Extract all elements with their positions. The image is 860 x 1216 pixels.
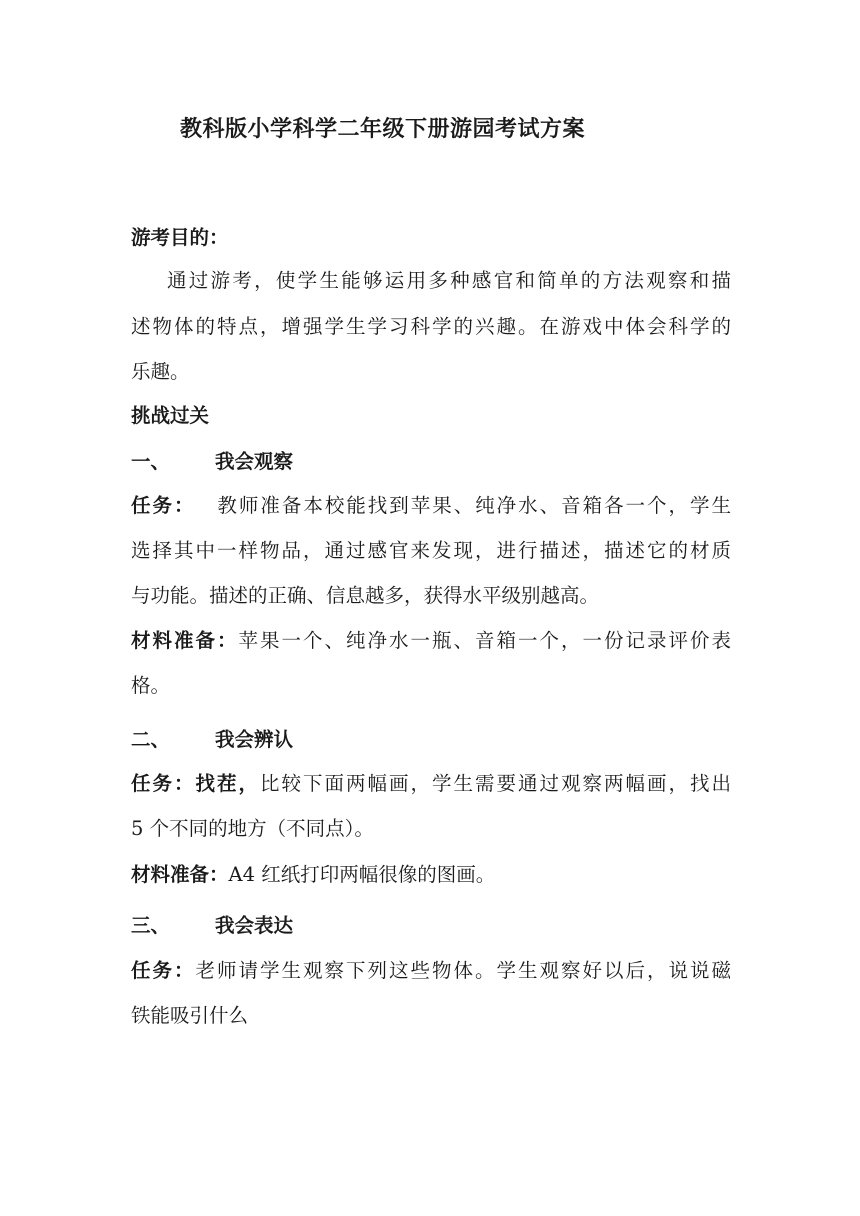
- task-label: 任务：: [131, 494, 196, 517]
- purpose-line: 乐趣。: [131, 360, 190, 383]
- material-line: [131, 625, 731, 653]
- document-title: 教科版小学科学二年级下册游园考试方案: [180, 117, 586, 142]
- material-line: [131, 859, 731, 887]
- task-keyword: 找茬，: [195, 772, 260, 795]
- task-line: [131, 490, 731, 518]
- material-line: 格。: [131, 674, 171, 697]
- task-label: 任务：: [131, 772, 196, 795]
- challenge-heading: 挑战过关: [131, 404, 210, 427]
- task-line: [131, 955, 731, 983]
- purpose-line: 述物体的特点，增强学生学习科学的兴趣。在游戏中体会科学的: [131, 315, 731, 338]
- material-label: 材料准备：: [131, 863, 229, 886]
- task-line: 5 个不同的地方（不同点）。: [131, 817, 374, 840]
- task-text: 比较下面两幅画，学生需要通过观察两幅画，找出: [260, 772, 731, 795]
- section-title: 我会观察: [215, 450, 294, 473]
- section-heading: [131, 724, 731, 752]
- task-label: 任务：: [131, 959, 196, 982]
- section-heading: [131, 446, 731, 474]
- task-text: 老师请学生观察下列这些物体。学生观察好以后，说说磁: [195, 959, 731, 982]
- section-title: 我会表达: [215, 914, 294, 937]
- material-label: 材料准备：: [131, 629, 239, 652]
- section-number: 一、: [131, 450, 171, 473]
- section-number: 二、: [131, 728, 171, 751]
- section-number: 三、: [131, 914, 171, 937]
- material-text: A4 红纸打印两幅很像的图画。: [228, 863, 496, 886]
- section-title: 我会辨认: [215, 728, 294, 751]
- section-heading: [131, 910, 731, 938]
- task-line: [131, 768, 731, 796]
- purpose-heading: 游考目的：: [131, 226, 229, 249]
- material-text: 苹果一个、纯净水一瓶、音箱一个，一份记录评价表: [238, 629, 731, 652]
- task-line: 选择其中一样物品，通过感官来发现，进行描述，描述它的材质: [131, 539, 731, 562]
- task-text: 教师准备本校能找到苹果、纯净水、音箱各一个，学生: [215, 494, 731, 517]
- purpose-line: 通过游考，使学生能够运用多种感官和简单的方法观察和描: [167, 269, 731, 292]
- task-line: 铁能吸引什么: [131, 1004, 249, 1027]
- task-line: 与功能。描述的正确、信息越多，获得水平级别越高。: [131, 584, 600, 607]
